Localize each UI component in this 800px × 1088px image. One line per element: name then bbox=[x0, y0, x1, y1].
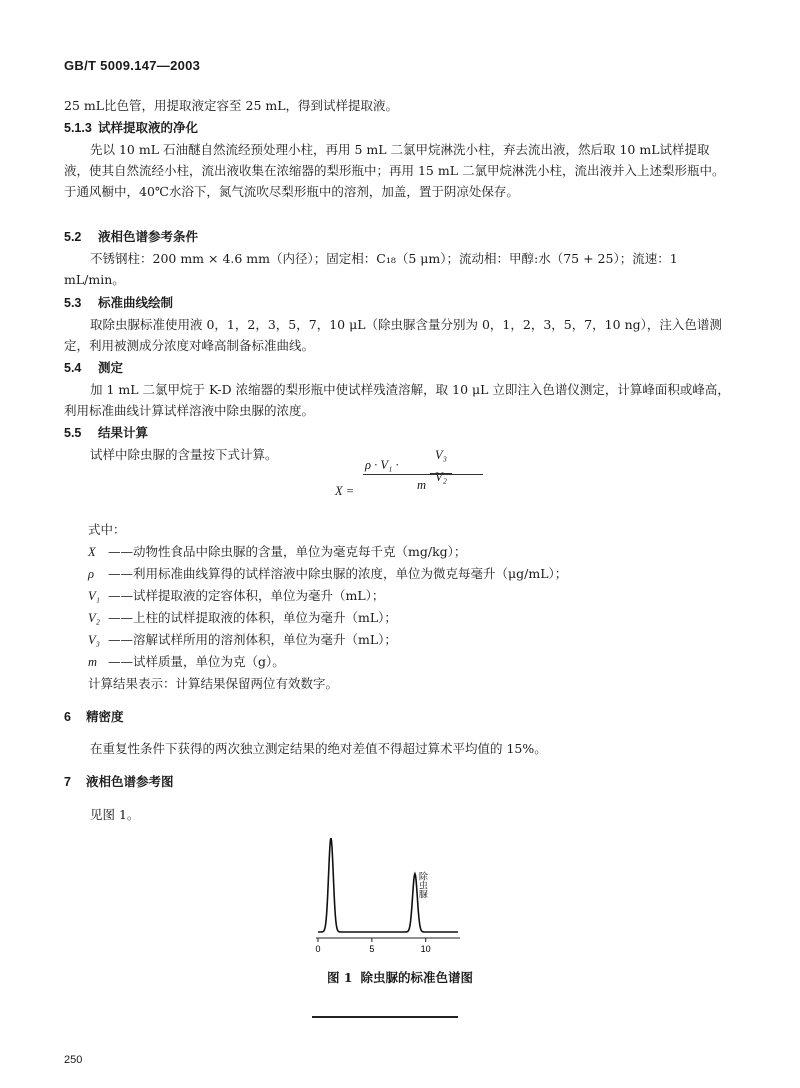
end-rule bbox=[312, 1016, 458, 1018]
figure-number: 图 1 bbox=[326, 970, 353, 985]
peak-markers bbox=[331, 838, 415, 874]
section-number: 6 bbox=[64, 710, 71, 724]
section-title: 测定 bbox=[98, 360, 124, 375]
continuation-paragraph: 25 mL比色管，用提取液定容至 25 mL，得到试样提取液。 bbox=[64, 98, 399, 113]
section-heading-5-5 bbox=[64, 422, 148, 444]
section-number: 5.1.3 bbox=[64, 121, 92, 135]
section-number: 5.2 bbox=[64, 230, 82, 244]
section-heading-5-1-3 bbox=[64, 117, 198, 139]
variable-item: V₂ ——上柱的试样提取液的体积，单位为毫升（mL）； bbox=[88, 610, 397, 625]
paragraph-5-3: 取除虫脲标准使用液 0，1，2，3，5，7，10 μL（除虫脲含量分别为 0，1，2，3，5，7，10 ng），注入色谱测定，利用被测成分浓度对峰高制备标准曲线。 bbox=[64, 317, 722, 353]
section-title: 结果计算 bbox=[98, 425, 149, 440]
paragraph-5-1-3: 先以 10 mL 石油醚自然流经预处理小柱，再用 5 mL 二氯甲烷淋洗小柱，弃去流出液，然后取 10 mL试样提取液，使其自然流经小柱，流出液收集在浓缩器的梨形瓶中；再用 15 mL 二氯甲烷淋洗小柱，流出液并入上述梨形瓶中。于通风橱中，40℃水浴下，氮气流吹尽梨形瓶中的溶剂，加盖，置于阴凉处保存。 bbox=[64, 142, 725, 199]
section-number: 5.4 bbox=[64, 361, 82, 375]
variable-item: m ——试样质量，单位为克（g）。 bbox=[88, 654, 285, 669]
standard-number: GB/T 5009.147—2003 bbox=[64, 58, 201, 73]
section-number: 7 bbox=[64, 775, 71, 789]
section-heading-7 bbox=[64, 771, 174, 793]
x-tick-label: 10 bbox=[420, 944, 431, 954]
paragraph-5-2: 不锈钢柱：200 mm × 4.6 mm（内径）；固定相：C₁₈（5 μm）；流动相：甲醇:水（75 + 25）；流速：1 mL/min。 bbox=[64, 251, 678, 287]
formula-denominator: m bbox=[417, 478, 427, 492]
formula-inner-fraction bbox=[430, 448, 452, 493]
variable-item: X ——动物性食品中除虫脲的含量，单位为毫克每千克（mg/kg）； bbox=[88, 544, 467, 559]
paragraph-6: 在重复性条件下获得的两次独立测定结果的绝对差值不得超过算术平均值的 15%。 bbox=[90, 741, 547, 756]
section-title: 试样提取液的净化 bbox=[98, 120, 199, 135]
figure-caption bbox=[0, 968, 800, 986]
figure-title: 除虫脲的标准色谱图 bbox=[360, 970, 474, 985]
section-heading-5-4 bbox=[64, 357, 123, 379]
result-expression-note: 计算结果表示：计算结果保留两位有效数字。 bbox=[88, 676, 339, 691]
section-title: 标准曲线绘制 bbox=[98, 295, 174, 310]
formula-numerator: ρ · V₁ · bbox=[365, 458, 399, 472]
formula-inner-top: V₃ bbox=[435, 448, 447, 462]
formula-fraction-bar bbox=[363, 474, 483, 475]
where-label: 式中： bbox=[88, 522, 126, 537]
paragraph-7: 见图 1。 bbox=[90, 807, 140, 822]
variable-item: V₃ ——溶解试样所用的溶剂体积，单位为毫升（mL）； bbox=[88, 632, 397, 647]
result-formula bbox=[335, 448, 495, 516]
section-number: 5.3 bbox=[64, 296, 82, 310]
formula-inner-bottom: V₂ bbox=[435, 470, 447, 484]
variable-item: V₁ ——试样提取液的定容体积，单位为毫升（mL）； bbox=[88, 588, 385, 603]
paragraph-5-5: 试样中除虫脲的含量按下式计算。 bbox=[90, 447, 278, 462]
section-number: 5.5 bbox=[64, 426, 82, 440]
chromatogram-trace bbox=[318, 838, 458, 932]
section-title: 液相色谱参考图 bbox=[86, 774, 174, 789]
section-heading-5-3 bbox=[64, 292, 173, 314]
x-tick-label: 5 bbox=[369, 944, 375, 954]
paragraph-5-4: 加 1 mL 二氯甲烷于 K-D 浓缩器的梨形瓶中使试样残渣溶解，取 10 μL 立即注入色谱仪测定，计算峰面积或峰高，利用标准曲线计算试样溶液中除虫脲的浓度。 bbox=[64, 382, 730, 418]
section-title: 精密度 bbox=[86, 709, 124, 724]
formula-lhs: X = bbox=[335, 484, 355, 498]
chromatogram-chart bbox=[310, 826, 480, 962]
x-axis-ticks bbox=[315, 938, 430, 954]
page-number: 250 bbox=[64, 1054, 83, 1066]
variable-item: ρ ——利用标准曲线算得的试样溶液中除虫脲的浓度，单位为微克每毫升（μg/mL）； bbox=[88, 566, 568, 581]
section-heading-5-2 bbox=[64, 226, 198, 248]
x-tick-label: 0 bbox=[315, 944, 321, 954]
section-title: 液相色谱参考条件 bbox=[98, 229, 199, 244]
section-heading-6 bbox=[64, 706, 124, 728]
peak-label: 除虫脲 bbox=[416, 871, 427, 899]
